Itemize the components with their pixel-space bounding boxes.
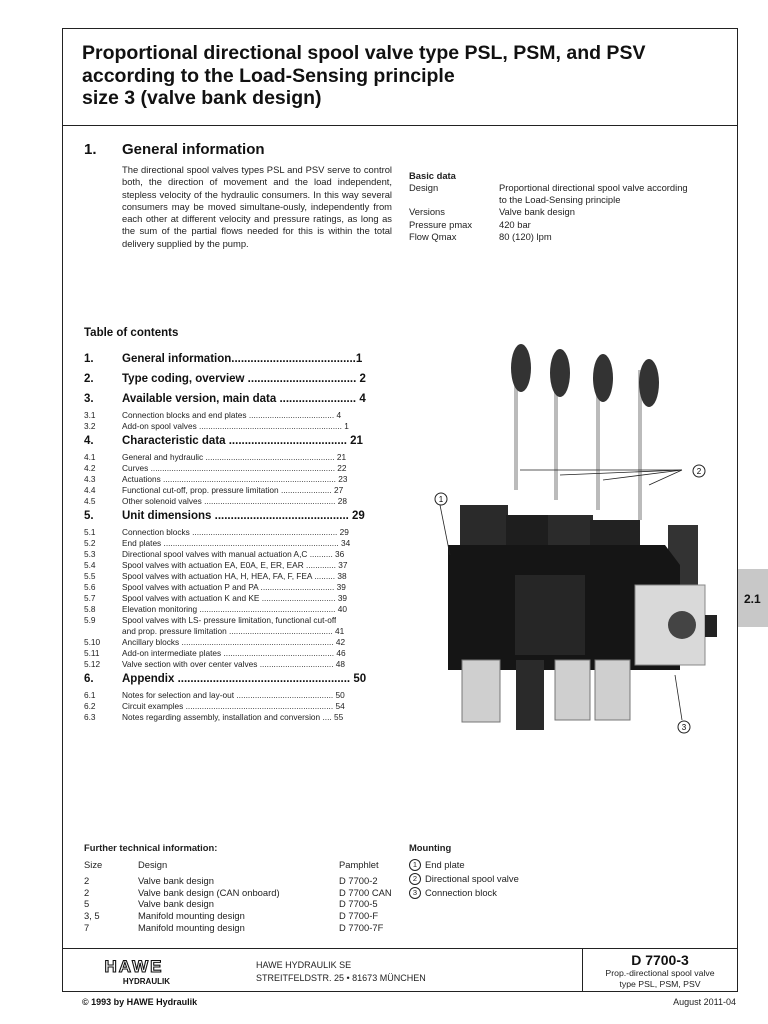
toc-entry: 5.9 Spool valves with LS- pressure limitation, functional cut-off [84, 615, 337, 625]
document-number-block [582, 952, 738, 989]
further-header-row: Size Design Pamphlet [84, 859, 379, 870]
company-info [256, 959, 426, 985]
svg-text:3: 3 [681, 723, 687, 732]
toc-heading: Table of contents [84, 327, 179, 339]
svg-text:1: 1 [438, 495, 444, 504]
further-row: 7 Manifold mounting design D 7700-7F [84, 921, 384, 933]
valve-bank-photo [420, 330, 720, 750]
toc-entry: 3. Available version, main data ........................ 4 [84, 393, 366, 405]
toc-entry: 6.3 Notes regarding assembly, installation and conversion .... 55 [84, 712, 344, 722]
document-subtitle: Prop.-directional spool valve [605, 968, 715, 978]
page-title [82, 42, 645, 110]
toc-entry: 5.3 Directional spool valves with manual actuation A,C .......... 36 [84, 549, 345, 559]
lever-handles [511, 344, 659, 520]
toc-entry: 5.5 Spool valves with actuation HA, H, HEA, FA, F, FEA ......... 38 [84, 571, 347, 581]
table-of-contents [84, 350, 394, 723]
toc-entry: and prop. pressure limitation ............................................. 41 [122, 626, 345, 636]
further-info [84, 842, 409, 934]
further-row: 2 Valve bank design (CAN onboard) D 7700 CAN [84, 886, 392, 898]
basic-data-row: Flow Qmax 80 (120) lpm [409, 230, 552, 242]
further-row: 2 Valve bank design D 7700-2 [84, 874, 378, 886]
company-name: HAWE HYDRAULIK SE [256, 960, 352, 970]
toc-entry: 1. General information.......................................1 [84, 353, 363, 365]
toc-entry: 6.1 Notes for selection and lay-out .......................................... 50 [84, 690, 345, 700]
mounting-heading: Mounting [409, 842, 452, 853]
toc-entry: 5.11 Add-on intermediate plates ................................................ 46 [84, 648, 346, 658]
callout-2 [693, 465, 705, 477]
toc-entry: 4.1 General and hydraulic ........................................................ 21 [84, 452, 347, 462]
further-row: 3, 5 Manifold mounting design D 7700-F [84, 910, 379, 922]
section-number: 1. [84, 141, 97, 158]
title-line: size 3 (valve bank design) [82, 87, 322, 109]
mounting-item: 2 Directional spool valve [409, 872, 519, 886]
document-subtitle: type PSL, PSM, PSV [619, 978, 701, 989]
toc-entry: 5.10 Ancillary blocks .................................................................. 42 [84, 637, 346, 647]
copyright: © 1993 by HAWE Hydraulik [82, 997, 198, 1007]
toc-entry: 4.4 Functional cut-off, prop. pressure limitation ...................... 27 [84, 485, 344, 495]
mounting-item: 3 Connection block [409, 886, 519, 900]
document-number: D 7700-3 [631, 952, 689, 968]
callout-3 [678, 721, 690, 733]
basic-data-row: Versions Valve bank design [409, 206, 575, 218]
basic-data-heading: Basic data [409, 170, 456, 181]
section-title: General information [122, 141, 265, 158]
chapter-tab: 2.1 [738, 569, 768, 627]
hawe-logo [84, 955, 184, 987]
further-heading: Further technical information: [84, 842, 218, 853]
basic-data-row: Pressure pmax 420 bar [409, 218, 531, 230]
company-address: STREITFELDSTR. 25 • 81673 MÜNCHEN [256, 973, 426, 983]
footer-divider [62, 948, 738, 949]
mounting-item: 1 End plate [409, 858, 519, 872]
title-line: according to the Load-Sensing principle [82, 64, 455, 87]
toc-entry: 5.1 Connection blocks ............................................................... 29 [84, 527, 349, 537]
toc-entry: 6. Appendix ...................................................... 50 [84, 673, 367, 685]
toc-entry: 3.2 Add-on spool valves .............................................................. 1 [84, 421, 349, 431]
issue-date: August 2011-04 [673, 997, 736, 1007]
toc-entry: 5.2 End plates ............................................................................ 34 [84, 538, 351, 548]
toc-entry: 4.2 Curves ................................................................................ 22 [84, 463, 347, 473]
mounting [409, 842, 519, 900]
toc-entry: 2. Type coding, overview .................................. 2 [84, 373, 366, 385]
toc-entry: 4.5 Other solenoid valves ......................................................... 28 [84, 496, 348, 506]
title-line: Proportional directional spool valve type PSL, PSM, and PSV [82, 42, 646, 64]
svg-text:HYDRAULIK: HYDRAULIK [122, 977, 170, 986]
svg-text:2: 2 [696, 467, 702, 476]
toc-entry: 3.1 Connection blocks and end plates ..................................... 4 [84, 410, 342, 420]
intro-text: The directional spool valves types PSL and PSV serve to control both, the direction of movement and the load independent, stepless velocity of the hydraulic consumers. In this way several consumers may be moved simultane-ously, independently from each other at different velocity and pressure ratings, as long as the sum of the partial flows needed for this is within the total delivery supplied by the pump. [122, 164, 392, 249]
callout-1 [435, 493, 447, 505]
further-row: 5 Valve bank design D 7700-5 [84, 898, 378, 910]
toc-entry: 5.4 Spool valves with actuation EA, E0A, E, ER, EAR ............. 37 [84, 560, 348, 570]
basic-data-row: Design Proportional directional spool valve according [409, 182, 688, 193]
toc-entry: 5.8 Elevation monitoring ........................................................... 40 [84, 604, 348, 614]
basic-data [409, 170, 719, 243]
toc-entry: 5.7 Spool valves with actuation K and KE ................................ 39 [84, 593, 348, 603]
toc-entry: 6.2 Circuit examples ................................................................ 54 [84, 701, 345, 711]
toc-entry: 5.6 Spool valves with actuation P and PA ................................ 39 [84, 582, 346, 592]
toc-entry: 5. Unit dimensions .......................................... 29 [84, 510, 365, 522]
toc-entry: 4. Characteristic data ..................................... 21 [84, 435, 363, 447]
toc-entry: 4.3 Actuations ........................................................................... 23 [84, 474, 348, 484]
toc-entry: 5.12 Valve section with over center valves ................................ 48 [84, 659, 346, 669]
svg-text:HAWE: HAWE [104, 957, 164, 976]
basic-data-row: to the Load-Sensing principle [499, 194, 621, 206]
